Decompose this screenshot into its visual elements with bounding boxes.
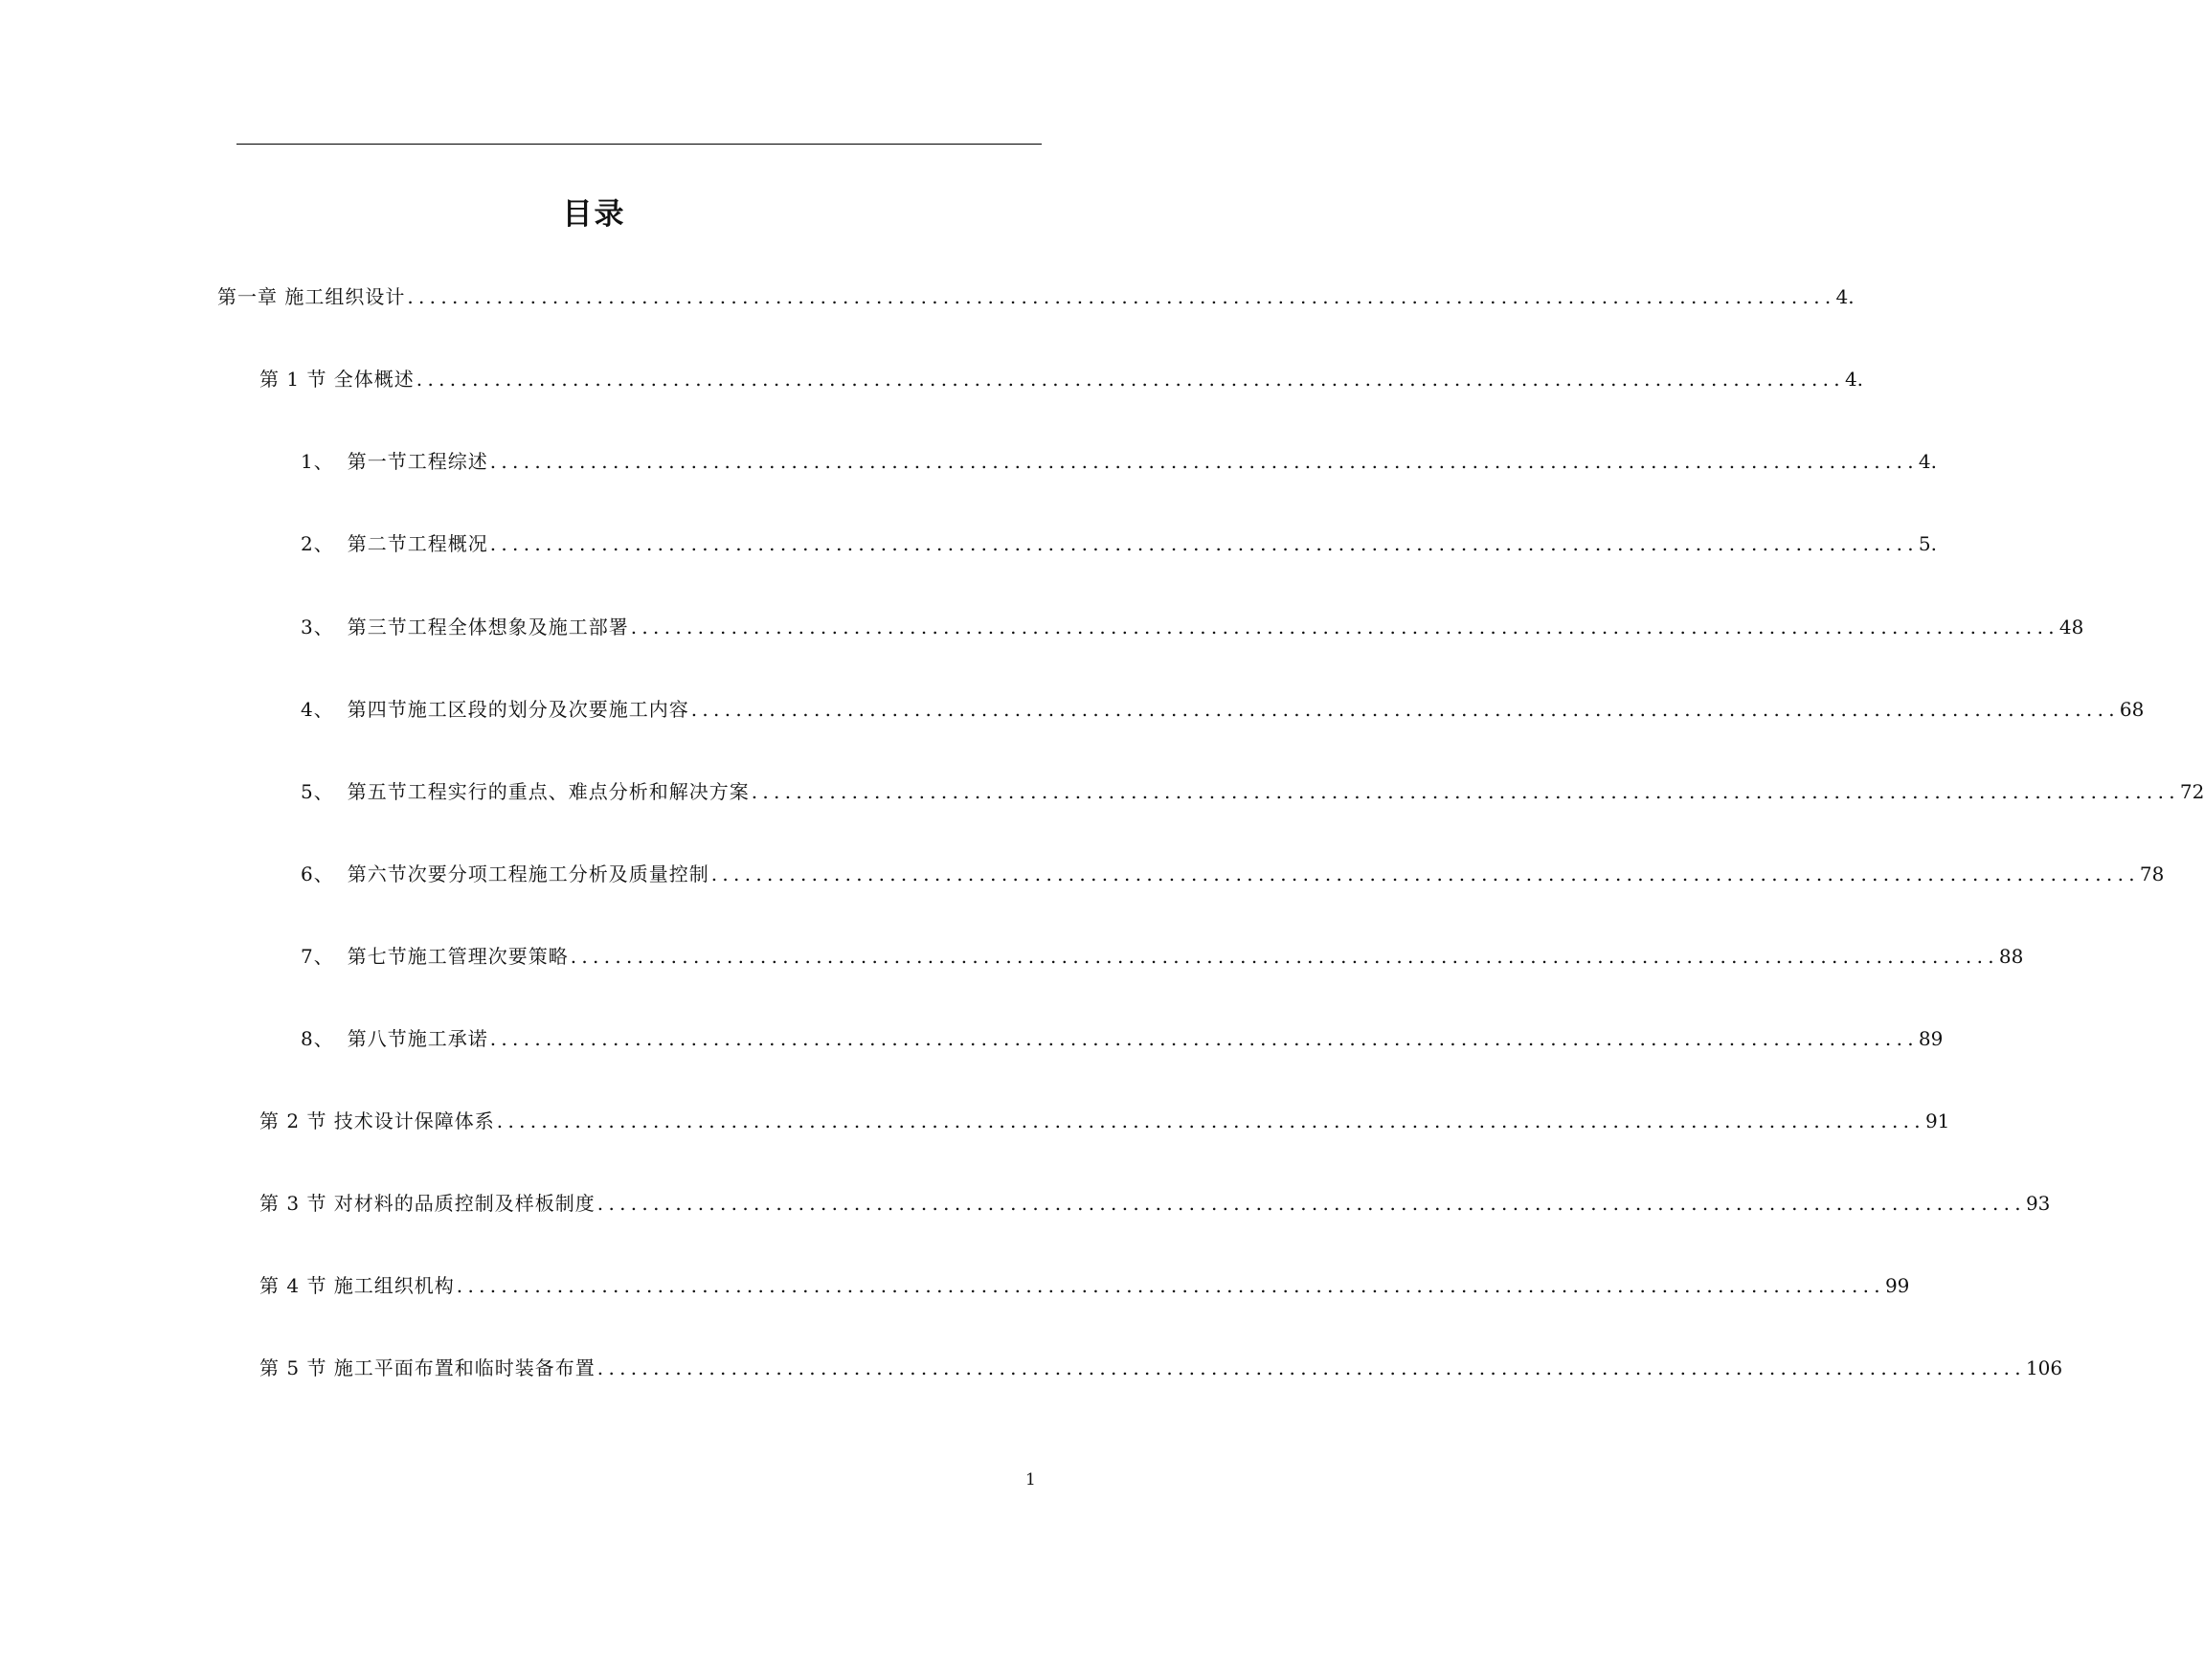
toc-entry-page: 106 (2025, 1356, 2063, 1379)
toc-entry-text: 第六节次要分项工程施工分析及质量控制 (347, 862, 709, 885)
dot-leader: ................................................................................................................................ (416, 368, 1845, 391)
toc-entry-subsection-4[interactable] (301, 696, 2145, 723)
toc-entry-label (301, 1025, 488, 1052)
footer-page-number: 1 (1025, 1470, 1036, 1490)
dot-leader: ................................................................................................................................ (690, 698, 2120, 721)
dot-leader: ................................................................................................................................ (407, 285, 1836, 308)
toc-entry-section-1[interactable] (259, 366, 1864, 392)
toc-entry-subsection-6[interactable] (301, 861, 2165, 887)
dot-leader: ................................................................................................................................ (710, 862, 2140, 885)
header-rule (236, 144, 1042, 145)
toc-entry-subsection-8[interactable] (301, 1025, 1944, 1052)
dot-leader: ................................................................................................................................ (456, 1274, 1885, 1297)
toc-entry-label (301, 778, 750, 805)
toc-entry-section-3[interactable] (259, 1190, 2051, 1217)
toc-entry-label (301, 448, 488, 475)
toc-entry-text: 第二节工程概况 (347, 532, 488, 555)
toc-entry-number: 2、 (301, 532, 334, 555)
toc-entry-number: 8、 (301, 1027, 334, 1050)
dot-leader: ................................................................................................................................ (489, 450, 1919, 473)
toc-entry-section-5[interactable] (259, 1355, 2063, 1381)
toc-entry-number: 1、 (301, 450, 334, 473)
toc-entry-page: 4. (1918, 450, 1937, 473)
toc-entry-label: 第 3 节 对材料的品质控制及样板制度 (259, 1192, 596, 1215)
toc-entry-page: 72 (2179, 780, 2204, 803)
toc-entry-number: 5、 (301, 780, 334, 803)
toc-entry-subsection-1[interactable] (301, 448, 1937, 475)
toc-entry-number: 3、 (301, 616, 334, 638)
dot-leader: ................................................................................................................................ (489, 532, 1919, 555)
toc-entry-page: 88 (1998, 945, 2024, 968)
toc-title: 目录 (562, 197, 626, 232)
toc-entry-page: 91 (1924, 1109, 1950, 1132)
dot-leader: ................................................................................................................................ (596, 1356, 2026, 1379)
toc-entry-subsection-7[interactable] (301, 943, 2024, 970)
toc-entry-label (301, 696, 689, 723)
dot-leader: ................................................................................................................................ (596, 1192, 2026, 1215)
toc-entry-subsection-3[interactable] (301, 614, 2084, 640)
toc-entry-text: 第七节施工管理次要策略 (347, 945, 569, 968)
toc-entry-text: 第五节工程实行的重点、难点分析和解决方案 (347, 780, 750, 803)
toc-entry-label: 第一章 施工组织设计 (217, 285, 406, 308)
toc-entry-chapter-1[interactable] (217, 283, 1855, 310)
toc-entry-page: 78 (2139, 862, 2165, 885)
toc-entry-label: 第 4 节 施工组织机构 (259, 1274, 455, 1297)
toc-entry-label (301, 614, 629, 640)
dot-leader: ................................................................................................................................ (570, 945, 1999, 968)
toc-entry-label: 第 1 节 全体概述 (259, 368, 415, 391)
dot-leader: ................................................................................................................................ (489, 1027, 1919, 1050)
toc-entry-text: 第四节施工区段的划分及次要施工内容 (347, 698, 689, 721)
toc-entry-subsection-5[interactable] (301, 778, 2204, 805)
toc-entry-text: 第三节工程全体想象及施工部署 (347, 616, 629, 638)
toc-entry-number: 4、 (301, 698, 334, 721)
toc-entry-page: 48 (2058, 616, 2084, 638)
dot-leader: ................................................................................................................................ (751, 780, 2180, 803)
toc-entry-page: 4. (1844, 368, 1864, 391)
toc-entry-label (301, 861, 709, 887)
dot-leader: ................................................................................................................................ (496, 1109, 1925, 1132)
toc-entry-page: 99 (1884, 1274, 1910, 1297)
toc-entry-page: 68 (2119, 698, 2145, 721)
dot-leader: ................................................................................................................................ (630, 616, 2059, 638)
toc-entry-page: 93 (2025, 1192, 2051, 1215)
toc-entry-page: 89 (1918, 1027, 1944, 1050)
toc-entry-section-2[interactable] (259, 1108, 1950, 1134)
toc-entry-number: 6、 (301, 862, 334, 885)
toc-entry-number: 7、 (301, 945, 334, 968)
toc-entry-subsection-2[interactable] (301, 530, 1937, 557)
toc-entry-label (301, 530, 488, 557)
toc-entry-section-4[interactable] (259, 1272, 1910, 1299)
toc-entry-label: 第 5 节 施工平面布置和临时装备布置 (259, 1356, 596, 1379)
toc-entry-label (301, 943, 569, 970)
toc-entry-label: 第 2 节 技术设计保障体系 (259, 1109, 495, 1132)
toc-entry-page: 4. (1835, 285, 1855, 308)
toc-entry-text: 第一节工程综述 (347, 450, 488, 473)
toc-entry-text: 第八节施工承诺 (347, 1027, 488, 1050)
toc-entry-page: 5. (1918, 532, 1937, 555)
